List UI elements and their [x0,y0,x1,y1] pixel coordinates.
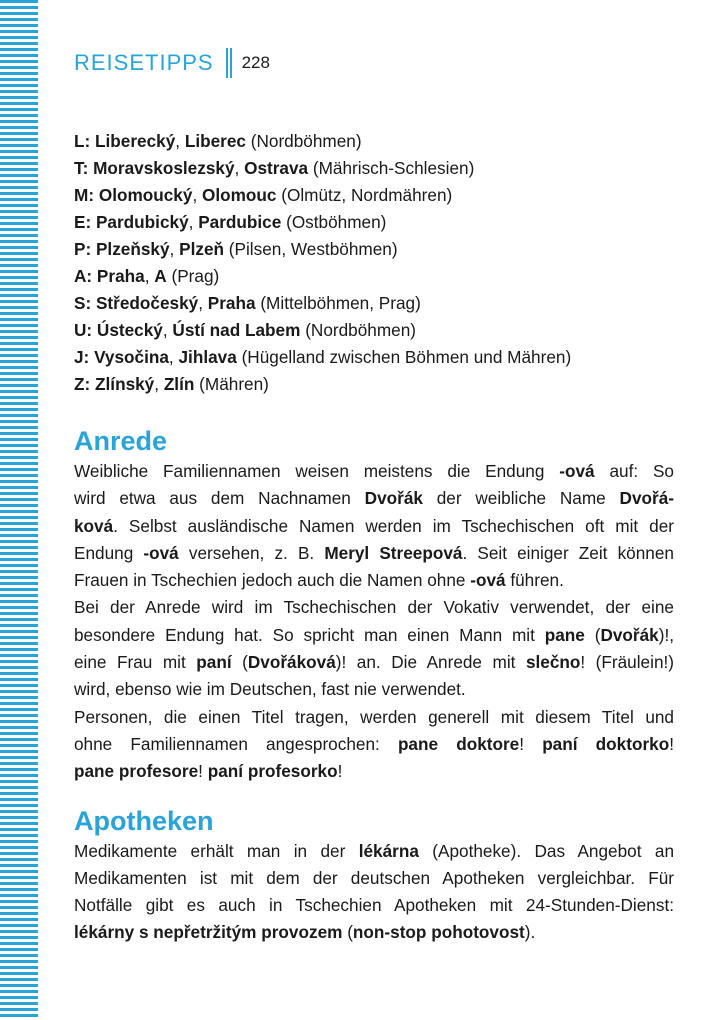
region-list [74,128,674,398]
list-item: A: Praha, A (Prag) [74,266,220,286]
section-title: REISETIPPS [74,50,214,75]
list-item: T: Moravskoslezský, Ostrava (Mährisch-Schlesien) [74,158,475,178]
list-item: E: Pardubický, Pardubice (Ostböhmen) [74,212,387,232]
list-item: J: Vysočina, Jihlava (Hügelland zwischen Böhmen und Mähren) [74,347,572,367]
list-item: M: Olomoucký, Olomouc (Olmütz, Nordmähren) [74,185,453,205]
list-item: Z: Zlínský, Zlín (Mähren) [74,374,269,394]
list-item: S: Středočeský, Praha (Mittelböhmen, Prag) [74,293,421,313]
list-item: L: Liberecký, Liberec (Nordböhmen) [74,131,362,151]
page-header [74,46,270,80]
paragraph-apotheken-1: Medikamente erhält man in der lékárna (Apotheke). Das Angebot an Medikamenten ist mit dem der deutschen Apotheken vergleichbar. Für Notfälle gibt es auch in Tschechien Apotheken mit 24-Stunden-Dienst: lékárny s nepřetržitým provozem (non-stop pohotovost). [74,840,674,943]
heading-apotheken: Apotheken [74,805,214,836]
list-item: U: Ústecký, Ústí nad Labem (Nordböhmen) [74,320,416,340]
paragraph-anrede-3: Personen, die einen Titel tragen, werden generell mit diesem Titel und ohne Familiennamen angesprochen: pane doktore! paní doktorko! pane profesore! paní profesorko! [74,706,674,782]
decorative-stripe [0,0,38,1020]
paragraph-anrede-2: Bei der Anrede wird im Tschechischen der Vokativ verwendet, der eine besondere Endung hat. So spricht man einen Mann mit pane (Dvořák)!, eine Frau mit paní (Dvořáková)! an. Die Anrede mit slečno! (Fräulein!) wird, ebenso wie im Deutschen, fast nie verwendet. [74,597,674,700]
paragraph-anrede-1: Weibliche Familiennamen weisen meistens die Endung -ová auf: So wird etwa aus dem Nachnamen Dvořák der weibliche Name Dvořá- ková. Selbst ausländische Namen werden im Tschechischen oft mit der Endung -ová versehen, z. B. Meryl Streepová. Seit einiger Zeit können Frauen in Tschechien jedoch auch die Namen ohne -ová führen. [74,461,674,591]
heading-anrede: Anrede [74,426,168,456]
page-content [74,128,674,947]
header-separator [226,48,232,78]
page-number: 228 [241,53,270,72]
list-item: P: Plzeňský, Plzeň (Pilsen, Westböhmen) [74,239,398,259]
